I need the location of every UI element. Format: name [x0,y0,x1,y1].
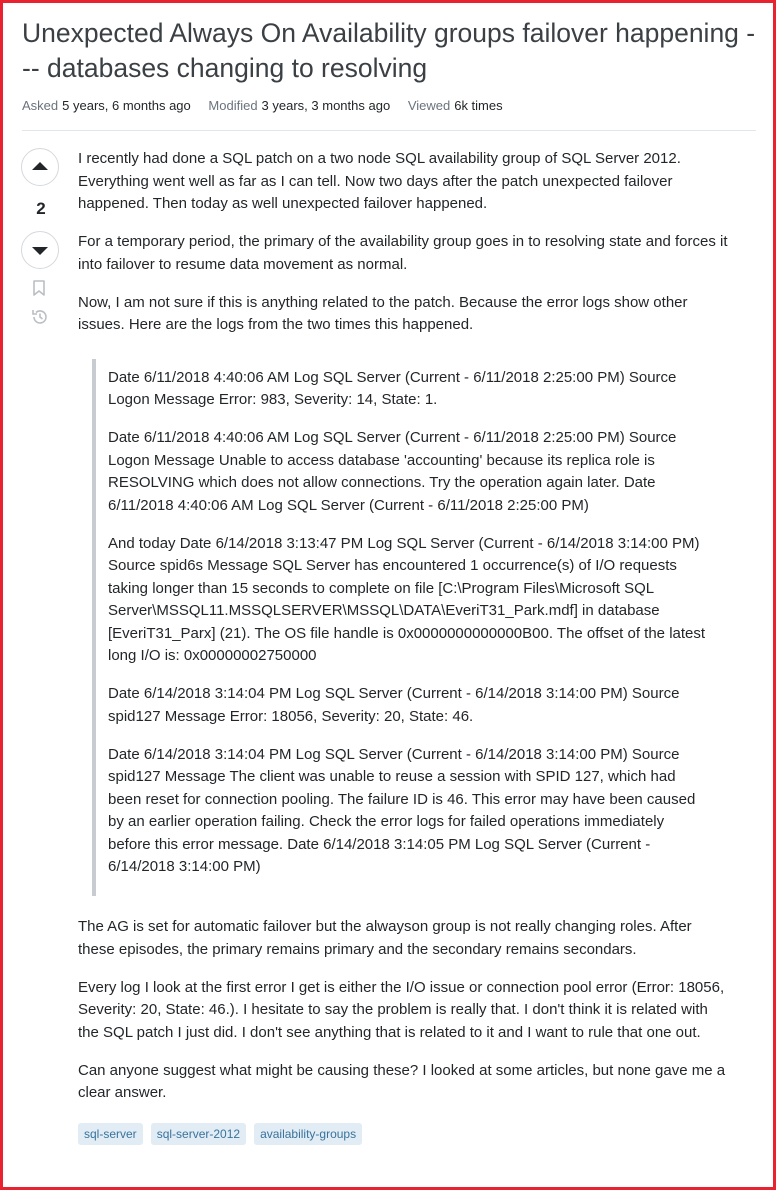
question-body [78,148,730,1145]
body-paragraph: For a temporary period, the primary of the availability group goes in to resolving state and forces it into failover to resume data movement as normal. [78,233,728,273]
viewed-value: 6k times [454,98,503,113]
tag-sql-server[interactable]: sql-server [78,1123,143,1145]
asked-value[interactable]: 5 years, 6 months ago [62,98,191,113]
upvote-button[interactable] [21,148,59,186]
body-paragraph: Can anyone suggest what might be causing these? I looked at some articles, but none gave me a clear answer. [78,1061,726,1101]
downvote-arrow-icon [31,241,49,259]
log-entry: Date 6/11/2018 4:40:06 AM Log SQL Server (Current - 6/11/2018 2:25:00 PM) Source Logon Message Unable to access database 'accounting' because its replica role is RESOLVING which does not allow connections. Try the operation again later. Date 6/11/2018 4:40:06 AM Log SQL Server (Current - 6/11/2018 2:25:00 PM) [108,429,677,514]
tag-sql-server-2012[interactable]: sql-server-2012 [151,1123,246,1145]
tag-list [78,1123,730,1145]
downvote-button[interactable] [21,231,59,269]
log-entry: And today Date 6/14/2018 3:13:47 PM Log SQL Server (Current - 6/14/2018 3:14:00 PM) Source spid6s Message SQL Server has encountered 1 occurrence(s) of I/O requests taking longer than 15 seconds to complete on file [C:\Program Files\Microsoft SQL Server\MSSQL11.MSSQLSERVER\MSSQL\DATA\EveriT31_Park.mdf] in database [EveriT31_Parx] (21). The OS file handle is 0x0000000000000B00. The offset of the latest long I/O is: 0x00000002750000 [108,534,706,664]
modified-value[interactable]: 3 years, 3 months ago [261,98,391,113]
asked-label: Asked [22,98,59,113]
body-paragraph: Now, I am not sure if this is anything related to the patch. Because the error logs show other issues. Here are the logs from the two times this happened. [78,293,688,333]
body-paragraph: The AG is set for automatic failover but the alwayson group is not really changing roles. After these episodes, the primary remains primary and the secondary remains secondars. [78,918,692,958]
error-log-blockquote [92,359,730,897]
body-paragraph: I recently had done a SQL patch on a two node SQL availability group of SQL Server 2012. Everything went well as far as I can tell. Now two days after the patch unexpected failover happened. Then today as well unexpected failover happened. [78,150,681,212]
log-entry: Date 6/11/2018 4:40:06 AM Log SQL Server (Current - 6/11/2018 2:25:00 PM) Source Logon Message Error: 983, Severity: 14, State: 1. [108,368,677,408]
log-entry: Date 6/14/2018 3:14:04 PM Log SQL Server (Current - 6/14/2018 3:14:00 PM) Source spid127 Message The client was unable to reuse a session with SPID 127, which had been reset for connection pooling. The failure ID is 46. This error may have been caused by an earlier operation failing. Check the error logs for failed operations immediately before this error message. Date 6/14/2018 3:14:05 PM Log SQL Server (Current - 6/14/2018 3:14:00 PM) [108,745,696,875]
history-icon [30,307,50,327]
vote-column [20,148,62,327]
question-title[interactable]: Unexpected Always On Availability groups failover happening --- databases changing to resolving [22,18,756,83]
modified-label: Modified [208,98,258,113]
log-entry: Date 6/14/2018 3:14:04 PM Log SQL Server (Current - 6/14/2018 3:14:00 PM) Source spid127 Message Error: 18056, Severity: 20, State: 46. [108,685,680,725]
bookmark-icon [30,279,48,297]
question-meta [22,98,517,113]
viewed-label: Viewed [407,98,451,113]
tag-availability-groups[interactable]: availability-groups [254,1123,362,1145]
bookmark-button[interactable] [30,279,50,299]
vote-count: 2 [36,199,46,218]
header-divider [22,130,756,131]
history-button[interactable] [30,307,50,327]
body-paragraph: Every log I look at the first error I get is either the I/O issue or connection pool error (Error: 18056, Severity: 20, State: 46.). I hesitate to say the problem is really that. I don't think it is related with the SQL patch I just did. I don't see anything that is related to it and I want to rule that one out. [78,978,725,1041]
upvote-arrow-icon [31,158,49,176]
